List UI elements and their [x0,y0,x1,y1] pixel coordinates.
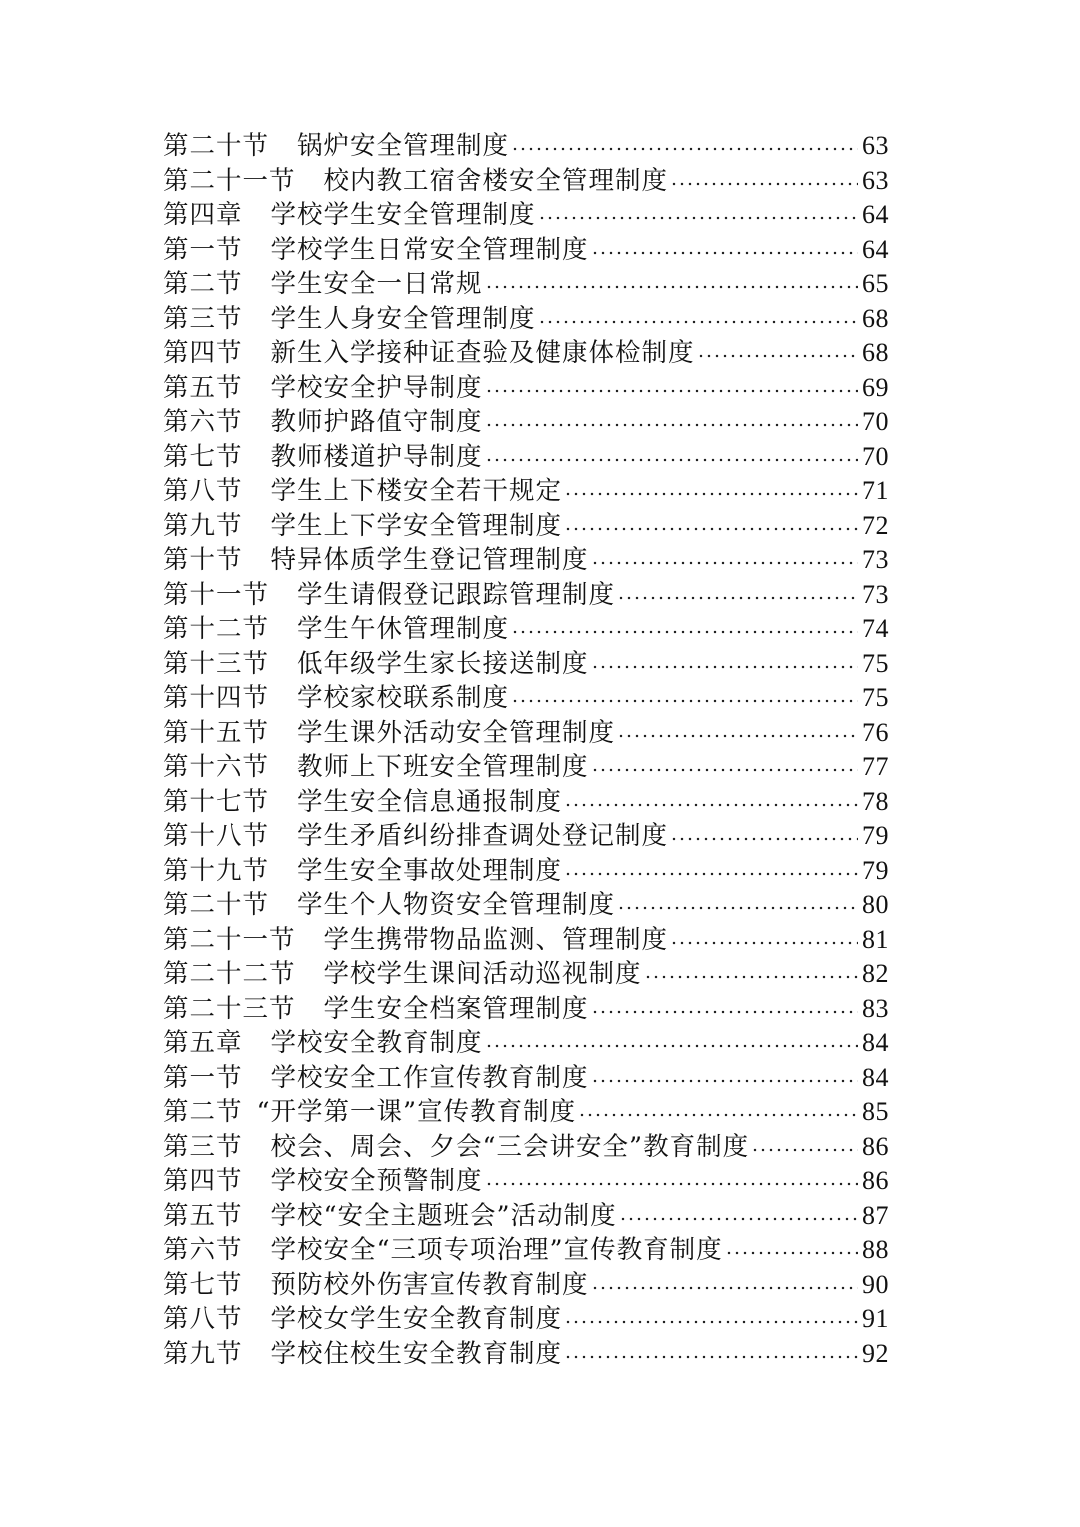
toc-entry-title: 学生课外活动安全管理制度 [297,717,616,748]
toc-entry-label: 第四章 [163,200,243,230]
toc-entry [163,1164,889,1199]
toc-entry-label: 第六节 [163,407,243,437]
toc-entry [163,957,889,992]
toc-entry-title: 教师上下班安全管理制度 [297,752,589,782]
dot-leader [578,1113,858,1117]
dot-leader [697,354,858,358]
toc-entry [163,578,889,613]
toc-entry-title: 学生人身安全管理制度 [270,303,536,334]
toc-entry [163,336,889,371]
toc-entry-label: 第十八节 [163,821,270,851]
toc-entry-label: 第二十节 [163,131,270,161]
dot-leader [670,182,858,186]
toc-entry-label: 第二节 [163,269,243,299]
toc-entry-page: 81 [862,924,889,954]
toc-entry [163,405,889,440]
toc-entry-title: 学生上下学安全管理制度 [270,510,563,541]
toc-entry-title: 新生入学接种证查验及健康体检制度 [270,338,695,368]
toc-entry-label: 第七节 [163,1269,243,1300]
toc-entry [163,509,889,544]
toc-entry-page: 75 [862,648,889,678]
dot-leader [670,837,858,841]
toc-entry-title: 校会、周会、夕会“三会讲安全”教育制度 [270,1131,750,1162]
toc-entry-title: 学生请假登记跟踪管理制度 [297,579,616,610]
toc-entry-title: 学校安全“三项专项治理”宣传教育制度 [270,1235,723,1265]
toc-entry-title: 教师护路值守制度 [270,407,483,437]
toc-entry-label: 第一节 [163,234,243,265]
dot-leader [617,734,858,738]
toc-entry [163,716,889,751]
dot-leader [485,458,858,462]
toc-entry [163,647,889,682]
toc-entry-title: 学生安全信息通报制度 [297,786,563,817]
toc-entry-label: 第四节 [163,1166,243,1196]
toc-entry-title: 学校女学生安全教育制度 [270,1304,563,1334]
toc-entry [163,1233,889,1268]
toc-entry-page: 74 [862,614,889,643]
toc-entry [163,233,889,268]
toc-entry-title: 学校“安全主题班会”活动制度 [270,1200,617,1231]
toc-entry [163,1337,889,1372]
toc-entry [163,1302,889,1337]
toc-entry-label: 第十六节 [163,752,270,782]
toc-entry-label: 第五节 [163,372,243,403]
toc-entry-label: 第九节 [163,1338,243,1369]
toc-entry-page: 76 [862,717,889,747]
toc-entry-page: 63 [862,131,889,160]
toc-entry-title: 学校安全预警制度 [270,1166,483,1196]
dot-leader [617,596,858,600]
toc-entry-page: 65 [862,269,889,298]
dot-leader [591,665,858,669]
toc-entry-page: 92 [862,1338,889,1368]
table-of-contents [163,129,889,1371]
toc-entry-title: 特异体质学生登记管理制度 [270,545,589,575]
toc-entry-page: 64 [862,234,889,264]
toc-entry-page: 80 [862,890,889,919]
dot-leader [485,1182,858,1186]
toc-entry-page: 73 [862,579,889,609]
toc-entry-page: 69 [862,372,889,402]
toc-entry [163,681,889,716]
toc-entry-title: 学校安全护导制度 [270,372,483,403]
toc-entry-label: 第十节 [163,545,243,575]
dot-leader [564,1355,858,1359]
dot-leader [617,906,858,910]
toc-entry-title: 锅炉安全管理制度 [297,131,510,161]
toc-entry-page: 68 [862,338,889,367]
toc-entry-label: 第五章 [163,1028,243,1058]
toc-entry-title: 学生安全档案管理制度 [323,993,589,1024]
dot-leader [591,1010,858,1014]
dot-leader [591,251,858,255]
toc-entry-title: “开学第一课”宣传教育制度 [256,1097,577,1127]
dot-leader [564,527,858,531]
toc-entry-page: 63 [862,165,889,195]
toc-entry-page: 85 [862,1097,889,1126]
toc-entry-page: 64 [862,200,889,229]
toc-entry-title: 学校学生课间活动巡视制度 [323,959,642,989]
toc-entry-page: 86 [862,1131,889,1161]
toc-entry-title: 低年级学生家长接送制度 [297,648,589,679]
toc-entry-label: 第九节 [163,510,243,541]
toc-entry-title: 学生安全事故处理制度 [297,855,563,886]
toc-entry-page: 79 [862,855,889,885]
toc-entry [163,1061,889,1096]
dot-leader [591,1286,858,1290]
dot-leader [751,1148,858,1152]
toc-entry-title: 学校学生安全管理制度 [270,200,536,230]
toc-entry-title: 预防校外伤害宣传教育制度 [270,1269,589,1300]
toc-entry-label: 第二十二节 [163,959,296,989]
dot-leader [591,561,858,565]
toc-entry [163,371,889,406]
toc-entry-page: 70 [862,407,889,436]
toc-entry-title: 校内教工宿舍楼安全管理制度 [323,165,669,196]
toc-entry-label: 第三节 [163,1131,243,1162]
toc-entry [163,543,889,578]
dot-leader [485,423,858,427]
toc-entry [163,612,889,647]
toc-entry [163,888,889,923]
toc-entry-page: 71 [862,476,889,505]
toc-entry-title: 学校安全教育制度 [270,1028,483,1058]
toc-entry [163,854,889,889]
toc-entry-title: 学生矛盾纠纷排查调处登记制度 [297,821,669,851]
dot-leader [511,699,858,703]
toc-entry-label: 第二节 [163,1097,243,1127]
toc-entry-page: 72 [862,510,889,540]
toc-entry-label: 第十二节 [163,614,270,644]
dot-leader [485,1044,858,1048]
dot-leader [511,630,858,634]
toc-entry-label: 第十七节 [163,786,270,817]
toc-entry-page: 70 [862,441,889,471]
toc-entry-page: 86 [862,1166,889,1195]
toc-entry-page: 84 [862,1028,889,1057]
toc-entry [163,474,889,509]
toc-entry-title: 学生午休管理制度 [297,614,510,644]
toc-entry-title: 学生携带物品监测、管理制度 [323,924,669,955]
toc-entry-label: 第十一节 [163,579,270,610]
toc-entry-page: 82 [862,959,889,988]
toc-entry-title: 学生上下楼安全若干规定 [270,476,563,506]
toc-entry-label: 第二十一节 [163,924,296,955]
toc-entry-title: 学校家校联系制度 [297,683,510,713]
toc-entry-label: 第八节 [163,476,243,506]
toc-entry [163,819,889,854]
dot-leader [564,492,858,496]
toc-entry [163,992,889,1027]
toc-entry-label: 第五节 [163,1200,243,1231]
toc-entry [163,923,889,958]
toc-entry-page: 87 [862,1200,889,1230]
toc-entry-label: 第十四节 [163,683,270,713]
toc-entry-title: 学校安全工作宣传教育制度 [270,1062,589,1093]
toc-entry [163,129,889,164]
toc-entry [163,164,889,199]
dot-leader [725,1251,858,1255]
toc-entry-label: 第十九节 [163,855,270,886]
toc-entry-label: 第十三节 [163,648,270,679]
toc-entry-label: 第十五节 [163,717,270,748]
toc-entry [163,1095,889,1130]
dot-leader [591,1079,858,1083]
dot-leader [564,803,858,807]
toc-entry-label: 第四节 [163,338,243,368]
toc-entry-title: 学生个人物资安全管理制度 [297,890,616,920]
toc-entry-label: 第二十一节 [163,165,296,196]
toc-entry-label: 第一节 [163,1062,243,1093]
toc-entry-label: 第三节 [163,303,243,334]
toc-entry [163,1268,889,1303]
toc-entry-label: 第八节 [163,1304,243,1334]
toc-entry [163,750,889,785]
toc-entry-label: 第六节 [163,1235,243,1265]
toc-entry-page: 73 [862,545,889,574]
toc-entry [163,1130,889,1165]
toc-entry [163,785,889,820]
toc-entry-page: 77 [862,752,889,781]
toc-entry-title: 学校学生日常安全管理制度 [270,234,589,265]
toc-entry-label: 第二十三节 [163,993,296,1024]
toc-entry [163,302,889,337]
dot-leader [538,216,858,220]
toc-entry [163,1026,889,1061]
toc-entry-page: 90 [862,1269,889,1299]
toc-entry-label: 第二十节 [163,890,270,920]
toc-entry-page: 79 [862,821,889,850]
dot-leader [644,975,858,979]
dot-leader [670,941,858,945]
toc-entry-page: 78 [862,786,889,816]
toc-entry-page: 88 [862,1235,889,1264]
toc-entry-title: 学生安全一日常规 [270,269,483,299]
toc-entry-page: 84 [862,1062,889,1092]
dot-leader [538,320,858,324]
dot-leader [619,1217,858,1221]
toc-entry [163,440,889,475]
dot-leader [485,389,858,393]
toc-entry-label: 第七节 [163,441,243,472]
toc-entry-page: 68 [862,303,889,333]
dot-leader [564,872,858,876]
toc-entry-title: 教师楼道护导制度 [270,441,483,472]
dot-leader [485,285,858,289]
toc-entry [163,198,889,233]
toc-entry-page: 91 [862,1304,889,1333]
dot-leader [511,147,858,151]
dot-leader [591,768,858,772]
toc-entry [163,1199,889,1234]
dot-leader [564,1320,858,1324]
toc-entry [163,267,889,302]
toc-entry-page: 75 [862,683,889,712]
toc-entry-title: 学校住校生安全教育制度 [270,1338,563,1369]
toc-entry-page: 83 [862,993,889,1023]
